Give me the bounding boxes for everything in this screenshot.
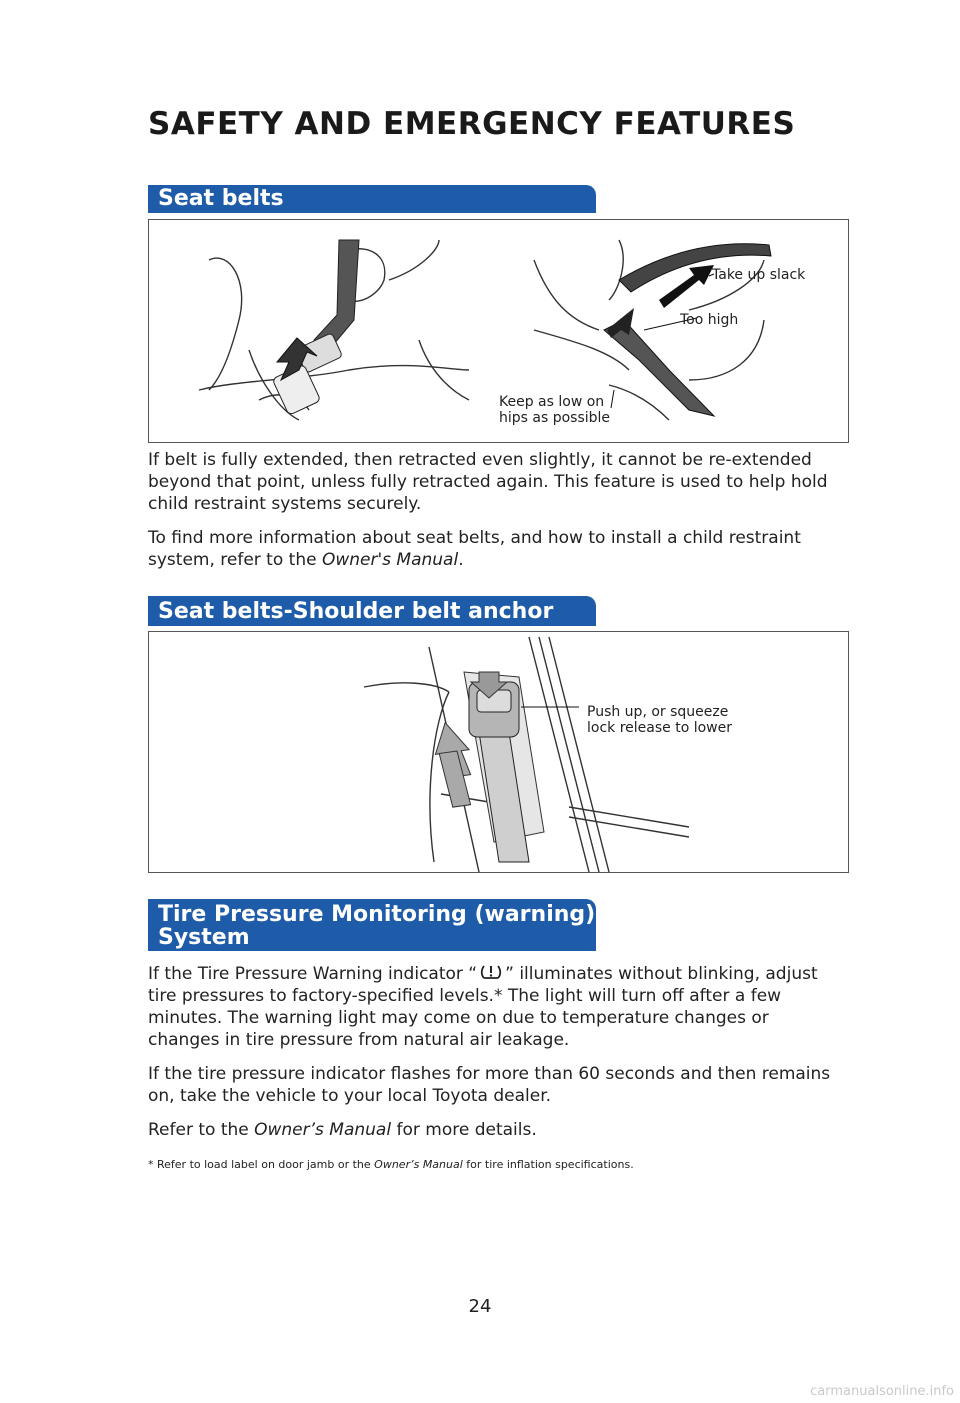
tpms-paragraph-1-end: ” illuminates without blinking, adjust tire pressures to factory-specified levels.* The light will turn off after a few minutes. The warning light may come on due to temperature changes or changes in tire pressure from natural air leakage. (148, 964, 818, 1050)
callout-push-up: Push up, or squeeze lock release to lower (587, 704, 732, 736)
seat-belt-paragraph-2-suffix: . (458, 550, 464, 570)
callout-too-high: Too high (680, 312, 739, 328)
section-header-label: Seat belts (158, 186, 284, 211)
section-header-tpms (148, 899, 596, 951)
seat-belt-illustration (148, 219, 849, 443)
footnote-end: for tire inflation specifications. (462, 1158, 634, 1171)
tpms-paragraph-1-start: If the Tire Pressure Warning indicator “ (148, 964, 478, 984)
section-header-shoulder-anchor (148, 596, 596, 626)
section-header-seat-belts (148, 185, 596, 213)
owners-manual-reference: Owner’s Manual (254, 1120, 392, 1140)
seat-belt-paragraph-2-text: To find more information about seat belts, and how to install a child restraint system, refer to the (148, 528, 801, 570)
shoulder-anchor-drawing (149, 632, 849, 873)
page-number: 24 (468, 1296, 492, 1317)
footnote-start: * Refer to load label on door jamb or the (148, 1158, 375, 1171)
tire-pressure-warning-icon (480, 963, 502, 981)
section-header-line-2: System (158, 925, 250, 950)
footnote-manual-reference: Owner’s Manual (374, 1158, 463, 1171)
section-header-label: Seat belts-Shoulder belt anchor (158, 599, 554, 624)
callout-take-up-slack: Take up slack (712, 267, 806, 283)
shoulder-anchor-illustration (148, 631, 849, 873)
watermark: carmanualsonline.info (810, 1384, 954, 1399)
owners-manual-reference: Owner's Manual (321, 550, 459, 570)
seat-belt-paragraph-1: If belt is fully extended, then retracted even slightly, it cannot be re-extended beyond that point, unless fully retracted again. This feature is used to help hold child restraint systems securely. (148, 450, 828, 514)
page-title: SAFETY AND EMERGENCY FEATURES (148, 106, 796, 142)
footnote (148, 1158, 634, 1171)
seat-belt-paragraph-2 (148, 527, 838, 571)
tpms-paragraph-2: If the tire pressure indicator flashes for more than 60 seconds and then remains on, take the vehicle to your local Toyota dealer. (148, 1064, 831, 1106)
section-header-line-1: Tire Pressure Monitoring (warning) (158, 902, 596, 927)
tpms-paragraph-3-start: Refer to the (148, 1120, 255, 1140)
tpms-paragraph-1 (148, 963, 838, 1051)
tpms-paragraph-3 (148, 1119, 838, 1141)
callout-keep-low: Keep as low on hips as possible (499, 394, 611, 426)
tpms-paragraph-3-end: for more details. (391, 1120, 537, 1140)
